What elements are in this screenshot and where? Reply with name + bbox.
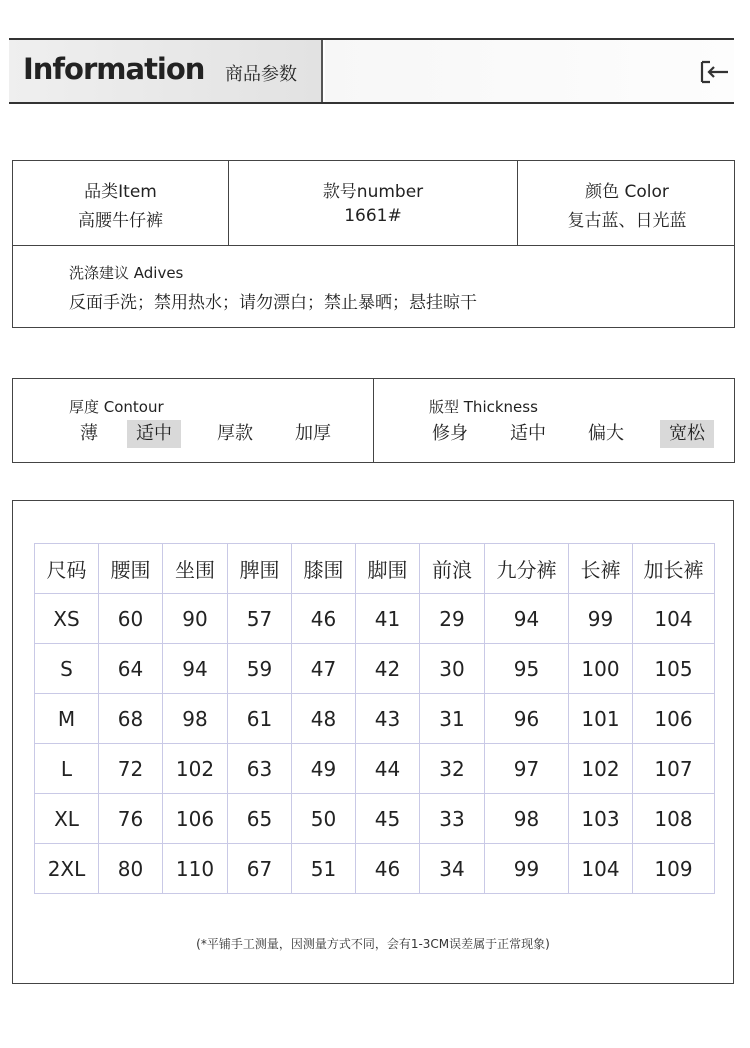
table-cell: 96 <box>485 694 569 744</box>
table-cell: 76 <box>99 794 163 844</box>
contour-option-thick: 厚款 <box>217 423 253 444</box>
table-cell: 60 <box>99 594 163 644</box>
table-cell: M <box>35 694 99 744</box>
fit-options-panel <box>12 378 735 463</box>
item-value: 高腰牛仔裤 <box>78 211 163 231</box>
table-cell: 43 <box>356 694 420 744</box>
table-cell: 48 <box>292 694 356 744</box>
table-row <box>35 594 715 644</box>
header-title-panel <box>9 40 323 102</box>
contour-section <box>13 379 374 462</box>
table-row <box>35 844 715 894</box>
table-cell: 101 <box>569 694 633 744</box>
table-cell: 108 <box>633 794 715 844</box>
table-cell: S <box>35 644 99 694</box>
table-cell: 50 <box>292 794 356 844</box>
table-cell: 30 <box>420 644 485 694</box>
table-cell: 102 <box>163 744 228 794</box>
wash-advice <box>69 262 477 313</box>
table-cell: 97 <box>485 744 569 794</box>
header-cell-extra-long-length: 加长裤 <box>633 544 715 594</box>
info-cell-item <box>13 161 229 246</box>
thickness-option-loose: 宽松 <box>660 420 714 448</box>
table-cell: 99 <box>569 594 633 644</box>
table-cell: 105 <box>633 644 715 694</box>
thickness-option-regular: 适中 <box>510 423 546 444</box>
table-cell: 63 <box>228 744 292 794</box>
table-cell: 106 <box>633 694 715 744</box>
table-cell: 64 <box>99 644 163 694</box>
contour-option-thin: 薄 <box>80 423 98 444</box>
contour-option-medium: 适中 <box>127 420 181 448</box>
header-cell-cropped-length: 九分裤 <box>485 544 569 594</box>
contour-option-extra-thick: 加厚 <box>295 423 331 444</box>
thickness-options <box>374 420 734 448</box>
table-cell: 46 <box>356 844 420 894</box>
wash-label: 洗涤建议 Adives <box>69 264 184 282</box>
thickness-option-slim: 修身 <box>432 423 468 444</box>
measurement-note: (*平铺手工测量，因测量方式不同，会有1-3CM误差属于正常现象) <box>196 937 550 951</box>
product-info-table <box>12 160 735 328</box>
table-cell: 99 <box>485 844 569 894</box>
table-cell: 51 <box>292 844 356 894</box>
color-label: 颜色 Color <box>585 182 669 202</box>
table-cell: 68 <box>99 694 163 744</box>
table-cell: 103 <box>569 794 633 844</box>
table-cell: 57 <box>228 594 292 644</box>
table-cell: 104 <box>569 844 633 894</box>
table-cell: 61 <box>228 694 292 744</box>
size-table-header-row <box>35 544 715 594</box>
table-row <box>35 694 715 744</box>
table-cell: 110 <box>163 844 228 894</box>
table-cell: 94 <box>163 644 228 694</box>
table-cell: 42 <box>356 644 420 694</box>
table-cell: 32 <box>420 744 485 794</box>
header-cell-thigh: 脾围 <box>228 544 292 594</box>
table-cell: 106 <box>163 794 228 844</box>
header-cell-knee: 膝围 <box>292 544 356 594</box>
exit-icon[interactable] <box>700 60 730 84</box>
table-cell: 67 <box>228 844 292 894</box>
table-cell: 2XL <box>35 844 99 894</box>
header-right-panel <box>325 40 734 102</box>
table-cell: 98 <box>485 794 569 844</box>
table-cell: 49 <box>292 744 356 794</box>
table-cell: 31 <box>420 694 485 744</box>
table-cell: 109 <box>633 844 715 894</box>
table-cell: 34 <box>420 844 485 894</box>
wash-value: 反面手洗；禁用热水；请勿漂白；禁止暴晒；悬挂晾干 <box>69 293 477 313</box>
contour-options <box>13 420 373 448</box>
number-value: 1661# <box>344 206 402 226</box>
header-cell-leg-opening: 脚围 <box>356 544 420 594</box>
table-cell: 41 <box>356 594 420 644</box>
table-cell: 100 <box>569 644 633 694</box>
table-cell: 104 <box>633 594 715 644</box>
table-cell: 90 <box>163 594 228 644</box>
info-cell-color <box>518 161 736 246</box>
info-row-basic <box>13 161 734 246</box>
table-cell: 44 <box>356 744 420 794</box>
color-value: 复古蓝、日光蓝 <box>567 211 687 231</box>
table-cell: 102 <box>569 744 633 794</box>
table-cell: 95 <box>485 644 569 694</box>
table-row <box>35 794 715 844</box>
table-cell: XS <box>35 594 99 644</box>
table-cell: 80 <box>99 844 163 894</box>
header-cell-size: 尺码 <box>35 544 99 594</box>
size-table <box>34 543 715 894</box>
header-banner <box>9 38 734 104</box>
table-row <box>35 744 715 794</box>
info-cell-number <box>229 161 518 246</box>
table-cell: 33 <box>420 794 485 844</box>
thickness-section <box>374 379 734 462</box>
table-cell: 65 <box>228 794 292 844</box>
item-label: 品类Item <box>84 182 157 202</box>
table-cell: 46 <box>292 594 356 644</box>
header-cell-hip: 坐围 <box>163 544 228 594</box>
number-label: 款号number <box>322 182 424 202</box>
header-cell-front-rise: 前浪 <box>420 544 485 594</box>
size-chart-panel <box>12 500 734 984</box>
header-subtitle: 商品参数 <box>225 64 297 85</box>
header-cell-long-length: 长裤 <box>569 544 633 594</box>
thickness-label: 版型 Thickness <box>429 398 538 416</box>
table-cell: L <box>35 744 99 794</box>
contour-label: 厚度 Contour <box>69 398 164 416</box>
table-cell: XL <box>35 794 99 844</box>
thickness-option-large: 偏大 <box>588 423 624 444</box>
table-cell: 72 <box>99 744 163 794</box>
table-cell: 45 <box>356 794 420 844</box>
table-cell: 59 <box>228 644 292 694</box>
table-cell: 47 <box>292 644 356 694</box>
header-cell-waist: 腰围 <box>99 544 163 594</box>
header-title: Information <box>23 52 205 86</box>
table-cell: 107 <box>633 744 715 794</box>
table-row <box>35 644 715 694</box>
table-cell: 29 <box>420 594 485 644</box>
table-cell: 98 <box>163 694 228 744</box>
table-cell: 94 <box>485 594 569 644</box>
